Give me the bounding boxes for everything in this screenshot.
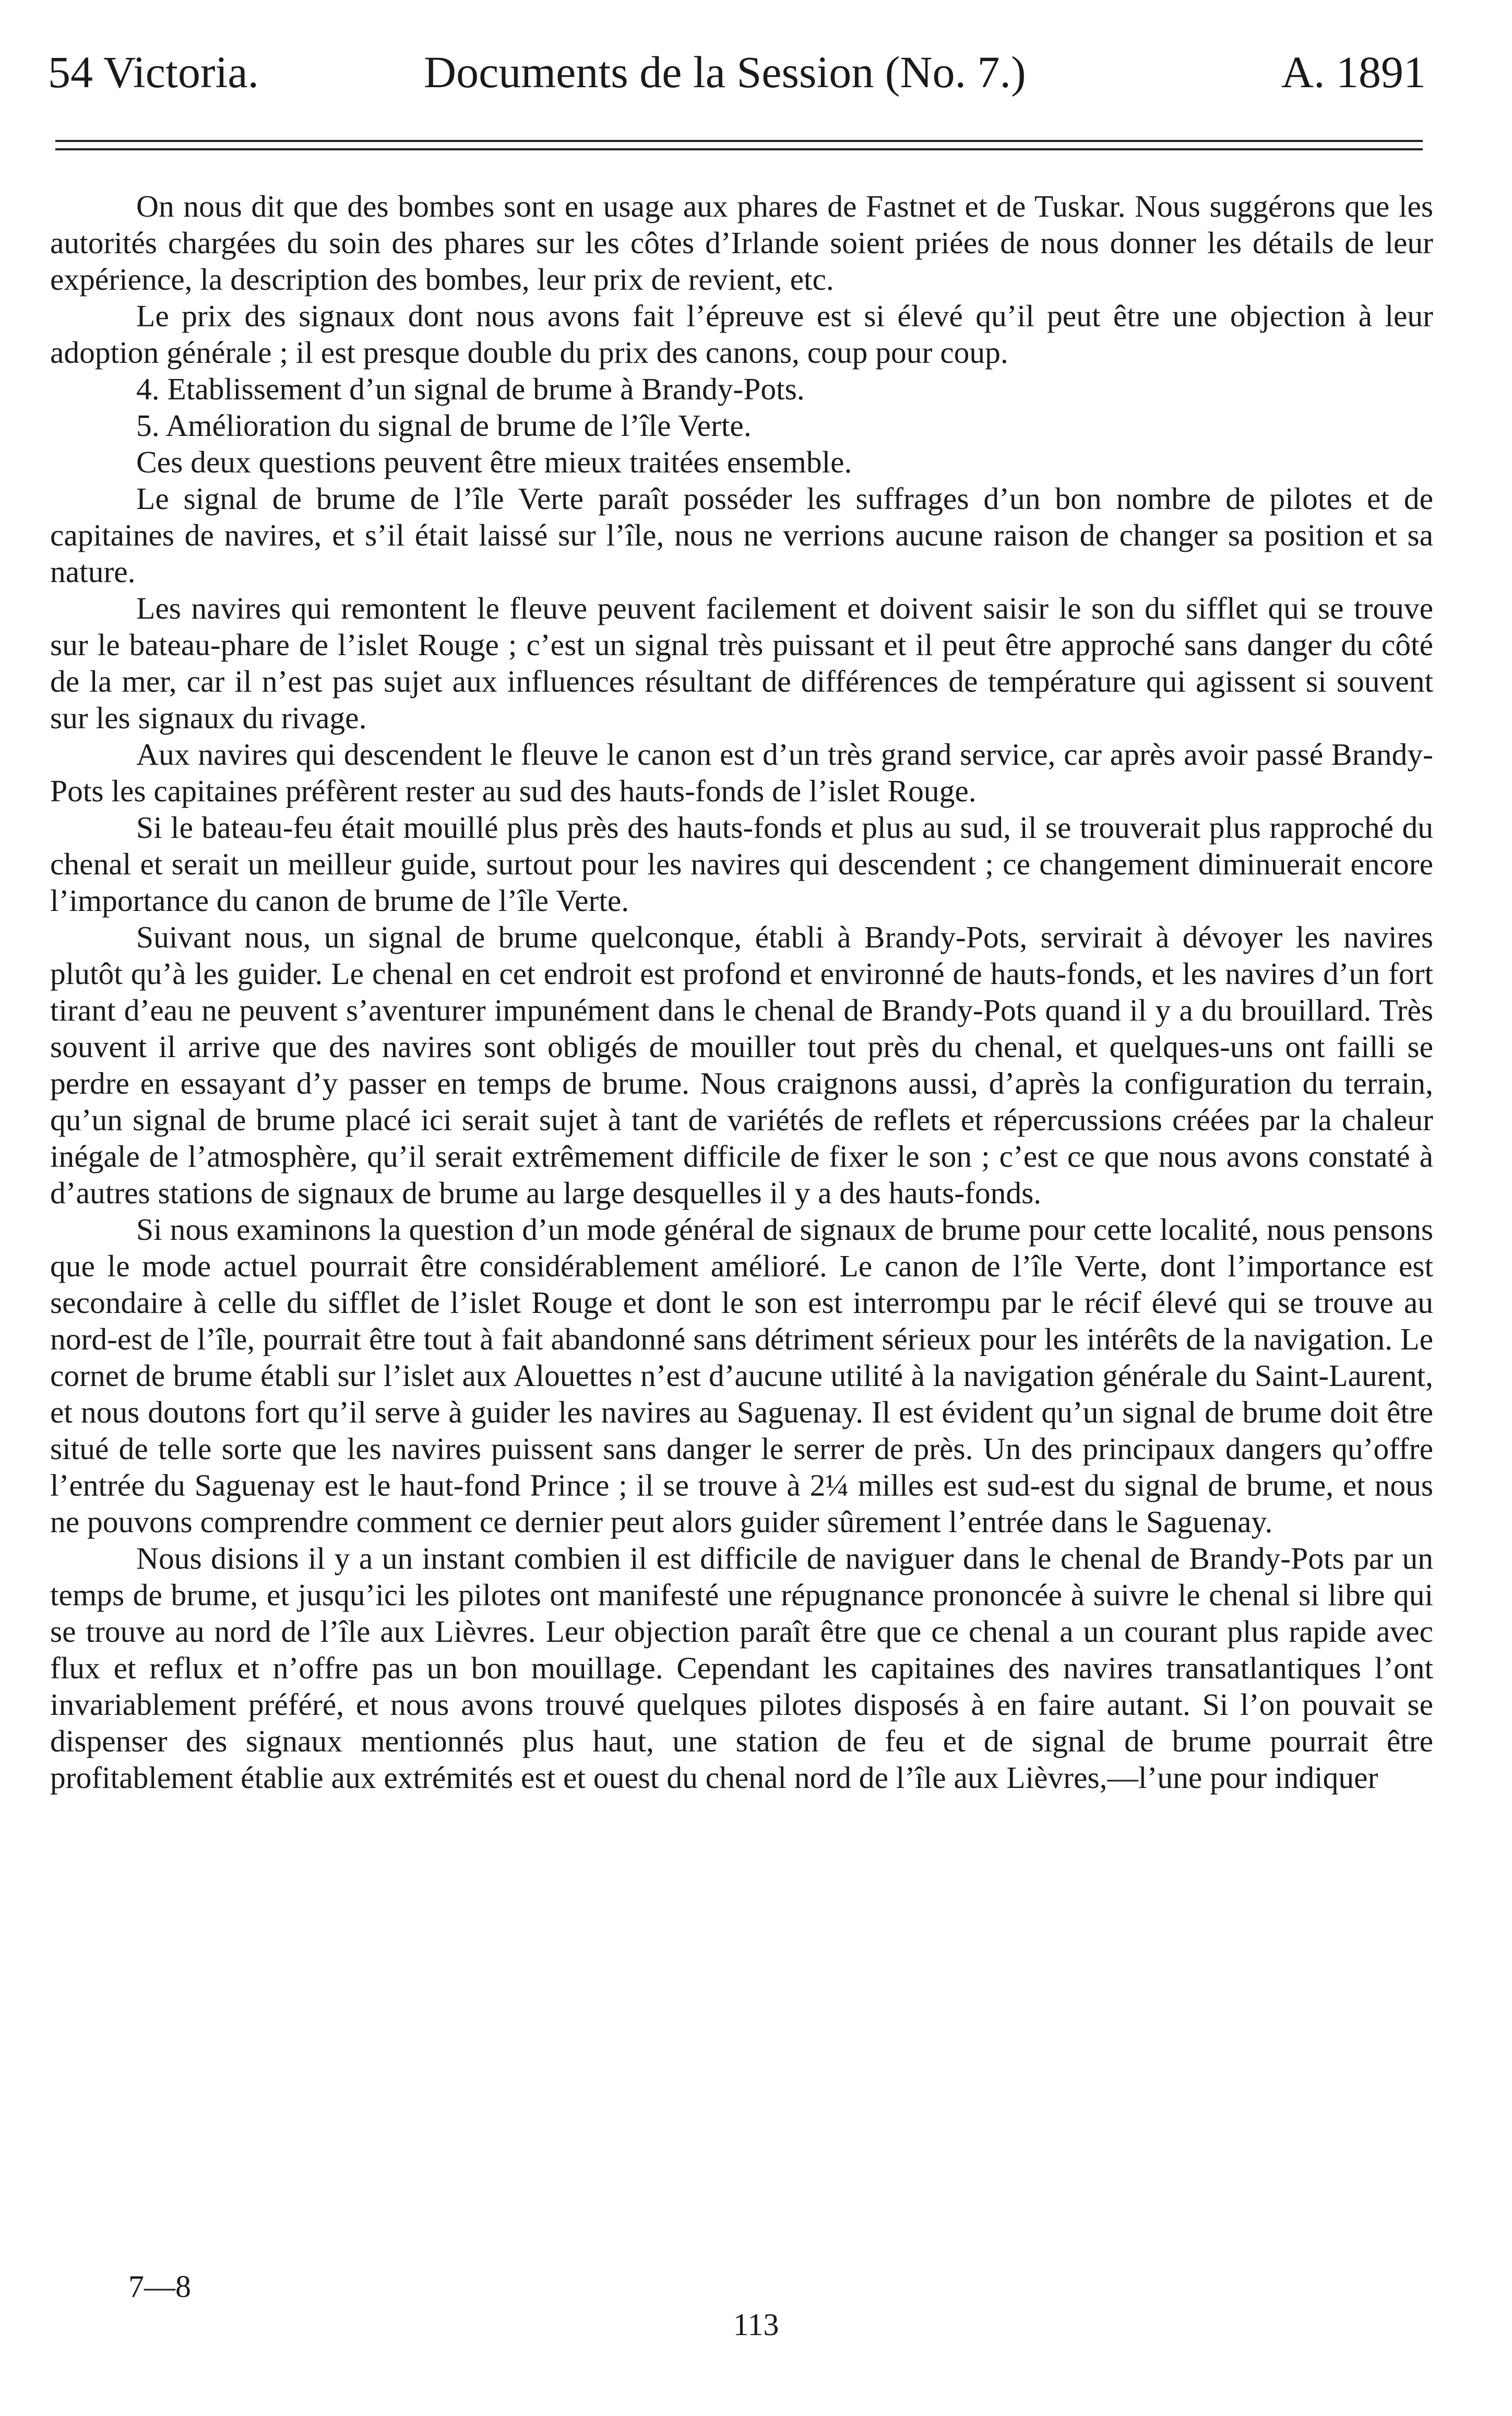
paragraph: 4. Etablissement d’un signal de brume à Brandy-Pots.	[136, 372, 805, 406]
paragraph: Le prix des signaux dont nous avons fait l’épreuve est si élevé qu’il peut être une objection à leur adoption générale ; il est presque double du prix des canons, coup pour coup.	[50, 299, 1433, 370]
page-number: 113	[733, 2307, 779, 2342]
paragraph: Aux navires qui descendent le fleuve le canon est d’un très grand service, car après avoir passé Brandy-Pots les capitaines préfèrent rester au sud des hauts-fonds de l’islet Rouge.	[50, 737, 1433, 808]
header-rule-bottom	[55, 148, 1423, 150]
paragraph: Si nous examinons la question d’un mode général de signaux de brume pour cette localité, nous pensons que le mode actuel pourrait être considérablement amélioré. Le canon de l’île Verte, dont l’importance est secondaire à celle du sifflet de l’islet Rouge et dont le son est interrompu par le récif élevé qui se trouve au nord-est de l’île, pourrait être tout à fait abandonné sans détriment sérieux pour les intérêts de la navigation. Le cornet de brume établi sur l’islet aux Alouettes n’est d’aucune utilité à la navigation générale du Saint-Laurent, et nous doutons fort qu’il serve à guider les navires au Saguenay. Il est évident qu’un signal de brume doit être situé de telle sorte que les navires puissent sans danger le serrer de près. Un des principaux dangers qu’offre l’entrée du Saguenay est le haut-fond Prince ; il se trouve à 2¼ milles est sud-est du signal de brume, et nous ne pouvons comprendre comment ce dernier peut alors guider sûrement l’entrée dans le Saguenay.	[50, 1212, 1433, 1539]
paragraph: Suivant nous, un signal de brume quelconque, établi à Brandy-Pots, servirait à dévoyer les navires plutôt qu’à les guider. Le chenal en cet endroit est profond et environné de hauts-fonds, et les navires d’un fort tirant d’eau ne peuvent s’aventurer impunément dans le chenal de Brandy-Pots quand il y a du brouillard. Très souvent il arrive que des navires sont obligés de mouiller tout près du chenal, et quelques-uns ont failli se perdre en essayant d’y passer en temps de brume. Nous craignons aussi, d’après la configuration du terrain, qu’un signal de brume placé ici serait sujet à tant de variétés de reflets et répercussions créées par la chaleur inégale de l’atmosphère, qu’il serait extrêmement difficile de fixer le son ; c’est ce que nous avons constaté à d’autres stations de signaux de brume au large desquelles il y a des hauts-fonds.	[50, 920, 1433, 1210]
header-volume: 54 Victoria.	[48, 47, 259, 97]
paragraph: Nous disions il y a un instant combien il est difficile de naviguer dans le chenal de Brandy-Pots par un temps de brume, et jusqu’ici les pilotes ont manifesté une répugnance prononcée à suivre le chenal si libre qui se trouve au nord de l’île aux Lièvres. Leur objection paraît être que ce chenal a un courant plus rapide avec flux et reflux et n’offre pas un bon mouillage. Cependant les capitaines des navires transatlantiques l’ont invariablement préféré, et nous avons trouvé quelques pilotes disposés à en faire autant. Si l’on pouvait se dispenser des signaux mentionnés plus haut, une station de feu et de signal de brume pourrait être profitablement établie aux extrémités est et ouest du chenal nord de l’île aux Lièvres,—l’une pour indiquer	[50, 1541, 1433, 1795]
header-rule-top	[55, 140, 1423, 142]
paragraph: 5. Amélioration du signal de brume de l’île Verte.	[136, 408, 752, 443]
paragraph: Le signal de brume de l’île Verte paraît posséder les suffrages d’un bon nombre de pilotes et de capitaines de navires, et s’il était laissé sur l’île, nous ne verrions aucune raison de changer sa position et sa nature.	[50, 481, 1433, 589]
paragraph: Si le bateau-feu était mouillé plus près des hauts-fonds et plus au sud, il se trouverait plus rapproché du chenal et serait un meilleur guide, surtout pour les navires qui descendent ; ce changement diminuerait encore l’importance du canon de brume de l’île Verte.	[50, 810, 1433, 918]
header-year: A. 1891	[1281, 47, 1426, 97]
signature-mark: 7—8	[128, 2269, 191, 2304]
header-title: Documents de la Session (No. 7.)	[424, 47, 1026, 97]
running-header	[48, 41, 1426, 119]
paragraph: Les navires qui remontent le fleuve peuvent facilement et doivent saisir le son du sifflet qui se trouve sur le bateau-phare de l’islet Rouge ; c’est un signal très puissant et il peut être approché sans danger du côté de la mer, car il n’est pas sujet aux influences résultant de différences de température qui agissent si souvent sur les signaux du rivage.	[50, 591, 1433, 735]
body-text	[50, 188, 1433, 1796]
paragraph: On nous dit que des bombes sont en usage aux phares de Fastnet et de Tuskar. Nous suggérons que les autorités chargées du soin des phares sur les côtes d’Irlande soient priées de nous donner les détails de leur expérience, la description des bombes, leur prix de revient, etc.	[50, 189, 1433, 297]
paragraph: Ces deux questions peuvent être mieux traitées ensemble.	[136, 445, 852, 479]
